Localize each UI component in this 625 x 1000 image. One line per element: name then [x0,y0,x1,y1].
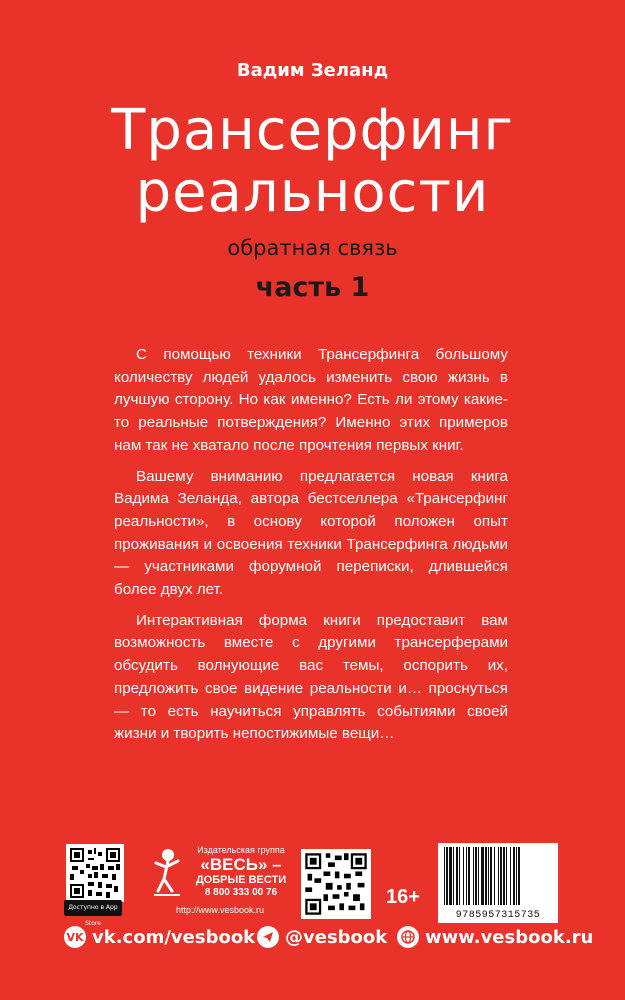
barcode-bar [516,847,517,905]
age-rating-badge: 16+ [386,886,420,908]
barcode-bar [473,847,474,905]
barcode-bar [459,847,460,905]
barcode-bar [510,847,511,905]
barcode-bar [490,847,492,905]
barcode-bar [468,847,470,905]
publisher-phone: 8 800 333 00 76 [204,887,278,898]
book-subtitle: обратная связь [227,236,398,260]
isbn-barcode [438,843,558,923]
barcode-bar [453,847,454,905]
barcode-bar [481,847,484,905]
barcode-bar [446,847,448,905]
vk-link-label: vk.com/vesbook [92,926,256,948]
barcode-bar [513,847,515,905]
publisher-slogan: ДОБРЫЕ ВЕСТИ [195,874,287,886]
barcode-bar [444,847,445,905]
qr-code-site [301,849,371,919]
book-title [0,100,625,224]
barcode-bar [494,847,495,905]
telegram-link[interactable] [257,923,387,951]
barcode-bar [475,847,477,905]
title-line-2: реальности [135,160,490,225]
barcode-bar [503,847,505,905]
website-link[interactable] [397,923,593,951]
barcode-bar [478,847,479,905]
vk-link[interactable] [64,923,255,951]
social-links [0,923,625,951]
barcode-bars [438,843,558,909]
barcode-bar [506,847,507,905]
publisher-url[interactable]: http://www.vesbook.ru [175,905,265,915]
globe-icon [397,926,419,948]
author-name: Вадим Зеланд [236,60,389,81]
barcode-bar [498,847,499,905]
title-line-1: Трансерфинг [111,98,514,163]
barcode-bar [488,847,489,905]
barcode-bar [449,847,452,905]
barcode-bar [463,847,464,905]
barcode-bar [500,847,502,905]
telegram-link-label: @vesbook [285,926,388,948]
barcode-bar [466,847,467,905]
description-paragraph: Вашему вниманию предлагается новая книга Вадима Зеланда, автора бестселлера «Трансерфинг реальности», в основу которой положен опыт проживания и освоения техники Трансерфинга людьми — участниками форумной переписки, длившейся более двух лет. [114,467,508,599]
qr-code-app [66,844,124,902]
description-paragraph: С помощью техники Трансерфинга большому количеству людей удалось изменить свою жизнь в лучшую сторону. Но как именно? Есть ли этому какие-то реальные потверждения? Именно этих примеров нам так не хватало после прочтения первых книг. [114,346,508,454]
isbn-number: 9785957315735 [455,910,541,921]
description [114,344,508,754]
barcode-bar [518,847,520,905]
app-store-badge[interactable]: Доступно в App Store [64,900,122,916]
publisher-name: «ВЕСЬ» – [200,855,282,874]
publisher-group: Издательская группа [197,845,285,855]
website-link-label: www.vesbook.ru [425,926,594,948]
barcode-bar [456,847,458,905]
barcode-bar [485,847,487,905]
description-paragraph: Интерактивная форма книги предоставит вам возможность вместе с другими трансерферами обсудить волнующие вас темы, оспорить их, предложить свое видение реальности и… проснуться — то есть научиться управлять событиями своей жизни и творить непостижимые вещи… [114,611,508,743]
vk-icon: VK [64,926,86,948]
book-part: часть 1 [255,272,370,303]
telegram-icon [257,926,279,948]
